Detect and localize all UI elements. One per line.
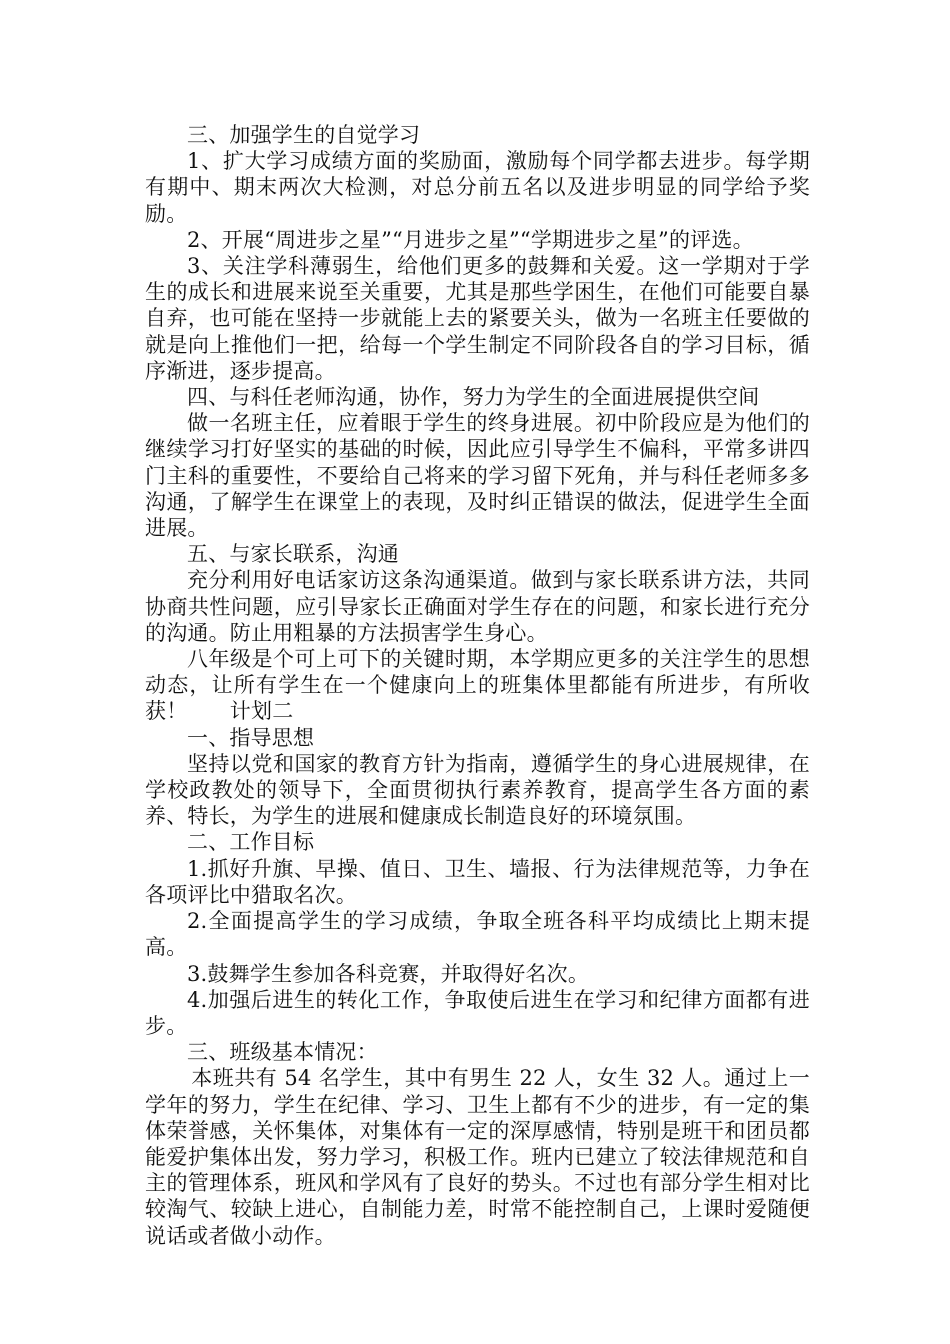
section-heading-parent-contact: 五、与家长联系，沟通	[187, 542, 399, 567]
list-item-goal-2: 2.全面提高学生的学习成绩，争取全班各科平均成绩比上期末提高。	[145, 909, 810, 960]
document-body	[145, 122, 810, 1249]
paragraph-weak-students: 3、关注学科薄弱生，给他们更多的鼓舞和关爱。这一学期对于学生的成长和进展来说至关重要，尤其是那些学困生，在他们可能要自暴自弃，也可能在坚持一步就能上去的紧要关头，做为一名班主任要做的就是向上推他们一把，给每一个学生制定不同阶段各自的学习目标，循序渐进，逐步提高。	[145, 254, 810, 383]
paragraph-class-teacher-role: 做一名班主任，应着眼于学生的终身进展。初中阶段应是为他们的继续学习打好坚实的基础的时候，因此应引导学生不偏科，平常多讲四门主科的重要性，不要给自己将来的学习留下死角，并与科任老师多多沟通，了解学生在课堂上的表现，及时纠正错误的做法，促进学生全面进展。	[145, 411, 810, 541]
list-item-goal-4: 4.加强后进生的转化工作，争取使后进生在学习和纪律方面都有进步。	[145, 987, 810, 1038]
paragraph-reward-scope: 1、扩大学习成绩方面的奖励面，激励每个同学都去进步。每学期有期中、期末两次大检测，对总分前五名以及进步明显的同学给予奖励。	[145, 149, 810, 226]
section-heading-work-goals: 二、工作目标	[187, 830, 315, 855]
paragraph-grade-eight-summary: 八年级是个可上可下的关键时期，本学期应更多的关注学生的思想动态，让所有学生在一个健康向上的班集体里都能有所进步，有所收获！ 计划二	[145, 647, 810, 724]
paragraph-guiding-thought: 坚持以党和国家的教育方针为指南，遵循学生的身心进展规律，在学校政教处的领导下，全面贯彻执行素养教育，提高学生各方面的素养、特长，为学生的进展和健康成长制造良好的环境氛围。	[145, 751, 810, 829]
paragraph-class-situation: 本班共有 54 名学生，其中有男生 22 人，女生 32 人。通过上一学年的努力，学生在纪律、学习、卫生上都有不少的进步，有一定的集体荣誉感，关怀集体，对集体有一定的深厚感情，特别是班干和团员都能爱护集体出发，努力学习，积极工作。班内已建立了较法律规范和自主的管理体系，班风和学风有了良好的势头。不过也有部分学生相对比较淘气、较缺上进心，自制能力差，时常不能控制自己，上课时爱随便说话或者做小动作。	[145, 1066, 810, 1248]
paragraph-phone-visits: 充分利用好电话家访这条沟通渠道。做到与家长联系讲方法，共同协商共性问题，应引导家长正确面对学生存在的问题，和家长进行充分的沟通。防止用粗暴的方法损害学生身心。	[145, 568, 810, 645]
section-heading-class-situation: 三、班级基本情况：	[187, 1040, 378, 1065]
list-item-goal-1: 1.抓好升旗、早操、值日、卫生、墙报、行为法律规范等，力争在各项评比中猎取名次。	[145, 856, 810, 907]
list-item-goal-3: 3.鼓舞学生参加各科竞赛，并取得好名次。	[187, 961, 590, 986]
section-heading-guiding-thought: 一、指导思想	[187, 725, 315, 750]
paragraph-progress-star: 2、开展“周进步之星”“月进步之星”“学期进步之星”的评选。	[187, 227, 754, 252]
section-heading-teacher-communication: 四、与科任老师沟通，协作，努力为学生的全面进展提供空间	[187, 385, 760, 410]
section-heading-self-study: 三、加强学生的自觉学习	[187, 123, 421, 147]
